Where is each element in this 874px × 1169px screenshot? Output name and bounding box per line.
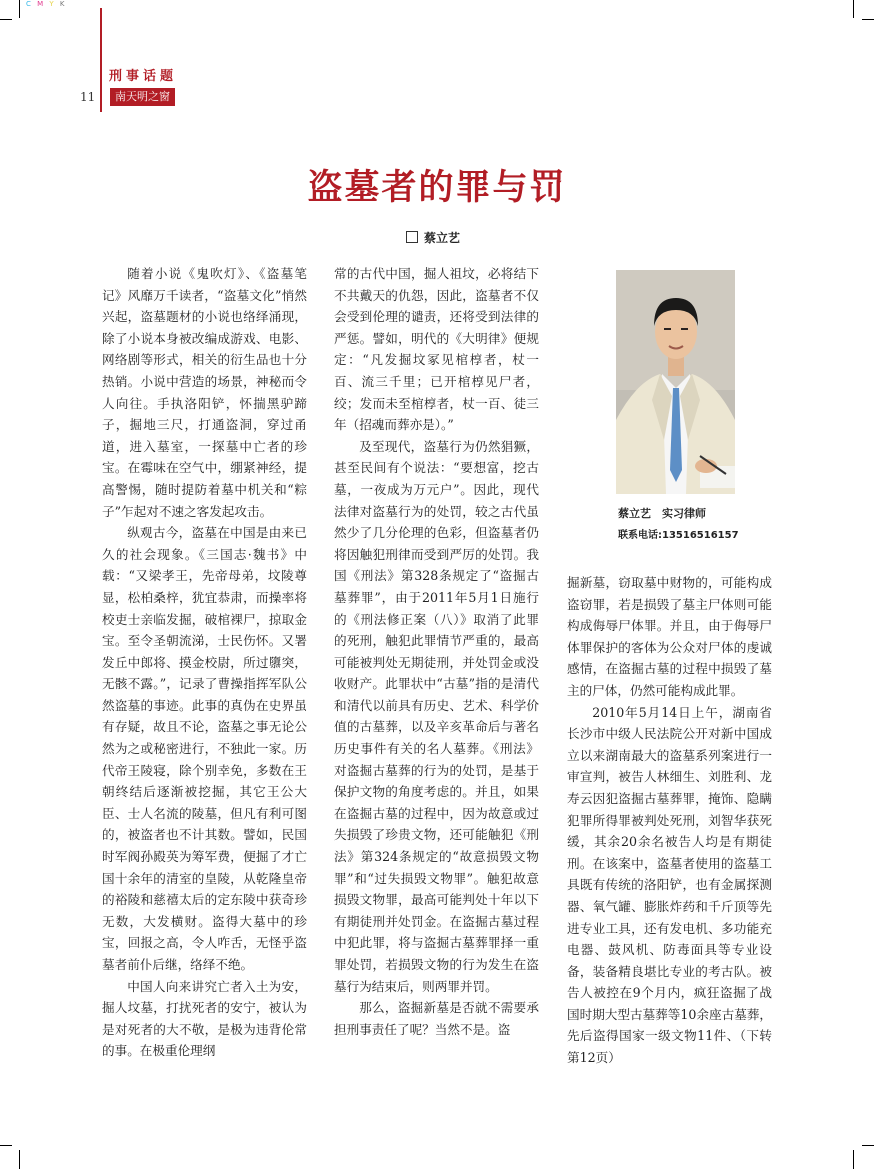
author-photo: [616, 270, 735, 494]
crop-mark-top-right-h: [862, 19, 874, 20]
color-bar-c: C: [26, 0, 33, 8]
crop-mark-top-left-v: [19, 0, 20, 18]
crop-mark-bottom-right-h: [862, 1145, 874, 1146]
author-caption: 蔡立艺 实习律师: [618, 507, 706, 520]
color-bar-y: Y: [49, 0, 56, 8]
article-column-1: [102, 263, 307, 1062]
paragraph: 中国人向来讲究亡者入土为安，掘人坟墓，打扰死者的安宁，被认为是对死者的大不敬，是极为违背伦常的事。在极重伦理纲: [102, 978, 307, 1059]
paragraph: 2010年5月14日上午，湖南省长沙市中级人民法院公开对新中国成立以来湖南最大的盗墓系列案进行一审宣判，被告人林细生、刘胜利、龙寿云因犯盗掘古墓葬罪，掩饰、隐瞒犯罪所得罪被判处死刑，刘智华获死缓，其余20余名被告人均是有期徒刑。在该案中，盗墓者使用的盗墓工具既有传统的洛阳铲，也有金属探测器、氧气罐、膨胀炸药和千斤顶等先进专业工具，还有发电机、多功能充电器、鼓风机、防毒面具等专业设备，装备精良堪比专业的考古队。被告人被控在9个月内，疯狂盗掘了战国时期大型古墓葬等10余座古墓葬，先后盗得国家一级文物11件、（下转第12页）: [567, 704, 772, 1066]
author-phone: 联系电话:13516516157: [618, 530, 739, 541]
article-column-2: [334, 263, 539, 1040]
color-bar-m: M: [37, 0, 46, 8]
paragraph: 常的古代中国，掘人祖坟，必将结下不共戴天的仇怨，因此，盗墓者不仅会受到伦理的谴责，还将受到法律的严惩。譬如，明代的《大明律》便规定：“凡发掘坟冢见棺椁者，杖一百、流三千里；已开棺椁见尸者，绞；发而未至棺椁者，杖一百、徒三年（招魂而葬亦是）。”: [334, 266, 539, 433]
crop-mark-top-right-v: [853, 0, 854, 18]
column-tag: 南天明之窗: [110, 88, 175, 106]
paragraph: 随着小说《鬼吹灯》、《盗墓笔记》风靡万千读者，“盗墓文化”悄然兴起，盗墓题材的小说也络绎涌现，除了小说本身被改编成游戏、电影、网络剧等形式，相关的衍生品也十分热销。小说中营造的场景，神秘而令人向往。手执洛阳铲，怀揣黑驴蹄子，掘地三尺，打通盗洞，穿过甬道，进入墓室，一探墓中亡者的珍宝。在霉味在空气中，绷紧神经，提高警惕，随时提防着墓中机关和“粽子”乍起对不速之客发起攻击。: [102, 266, 307, 519]
article-column-3: [567, 572, 772, 1069]
byline: [406, 229, 460, 246]
page-number: 11: [80, 90, 96, 104]
paragraph: 那么，盗掘新墓是否就不需要承担刑事责任了呢？当然不是。盗: [334, 1000, 539, 1037]
crop-mark-bottom-left-h: [0, 1145, 12, 1146]
article-title: 盗墓者的罪与罚: [307, 168, 567, 208]
paragraph: 及至现代，盗墓行为仍然猖獗，甚至民间有个说法：“要想富，挖古墓，一夜成为万元户”。因此，现代法律对盗墓行为的处罚，较之古代虽然少了几分伦理的色彩，但盗墓者仍将因触犯刑律而受到严厉的处罚。我国《刑法》第328条规定了“盗掘古墓葬罪”，由于2011年5月1日施行的《刑法修正案（八）》取消了此罪的死刑，触犯此罪情节严重的，最高可能被判处无期徒刑，并处罚金或没收财产。此罪状中“古墓”指的是清代和清代以前具有历史、艺术、科学价值的古墓葬，以及辛亥革命后与著名历史事件有关的名人墓葬。《刑法》对盗掘古墓葬的行为的处罚，是基于保护文物的角度考虑的。并且，如果在盗掘古墓的过程中，因为故意或过失损毁了珍贵文物，还可能触犯《刑法》第324条规定的“故意损毁文物罪”和“过失损毁文物罪”。触犯故意损毁文物罪，最高可能判处十年以下有期徒刑并处罚金。在盗掘古墓过程中犯此罪，将与盗掘古墓葬罪择一重罪处罚，若损毁文物的行为发生在盗墓行为结束后，则两罪并罚。: [334, 438, 539, 994]
section-title: 刑事话题: [109, 69, 178, 84]
header-rule: [100, 8, 102, 112]
byline-box-icon: [406, 231, 418, 243]
crop-mark-bottom-right-v: [853, 1150, 854, 1169]
crop-mark-bottom-left-v: [19, 1150, 20, 1169]
paragraph: 掘新墓，窃取墓中财物的，可能构成盗窃罪，若是损毁了墓主尸体则可能构成侮辱尸体罪。并且，由于侮辱尸体罪保护的客体为公众对尸体的虔诚感情，在盗掘古墓的过程中损毁了墓主的尸体，仍然可能构成此罪。: [567, 575, 772, 698]
color-bar: [26, 0, 67, 8]
crop-mark-top-left-h: [0, 19, 12, 20]
paragraph: 纵观古今，盗墓在中国是由来已久的社会现象。《三国志·魏书》中载：“又梁孝王，先帝母弟，坟陵尊显，松柏桑梓，犹宜恭肃，而操率将校吏士亲临发掘，破棺裸尸，掠取金宝。至令圣朝流涕，士民伤怀。又署发丘中郎将、摸金校尉，所过隳突，无骸不露。”，记录了曹操指挥军队公然盗墓的事迹。此事的真伪在史界虽有存疑，故且不论，盗墓之事无论公然为之或秘密进行，不独此一家。历代帝王陵寝，除个别幸免，多数在王朝终结后逐渐被挖掘，其它王公大臣、士人名流的陵墓，但凡有利可图的，被盗者也不计其数。譬如，民国时军阀孙殿英为筹军费，便掘了才亡国十余年的清室的皇陵，从乾隆皇帝的裕陵和慈禧太后的定东陵中获奇珍无数，大发横财。盗得大墓中的珍宝，回报之高，令人咋舌，无怪乎盗墓者前仆后继，络绎不绝。: [102, 525, 307, 972]
author-name: 蔡立艺: [424, 231, 461, 245]
color-bar-k: K: [59, 0, 67, 8]
